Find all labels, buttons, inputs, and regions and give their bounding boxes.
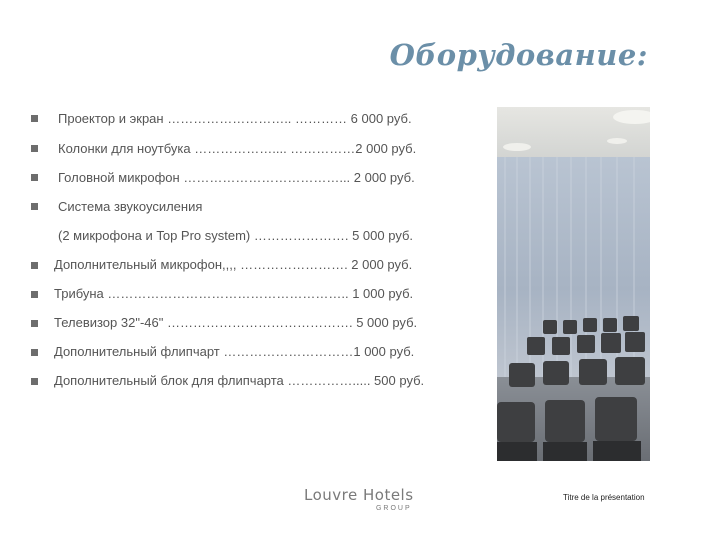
logo-sub-text: GROUP [375, 505, 412, 512]
list-item: Головной микрофон ………………………………... 2 000 руб. [58, 170, 415, 185]
bullet-icon [31, 145, 38, 152]
presentation-title-footer: Titre de la présentation [563, 493, 645, 502]
louvre-hotels-logo [304, 486, 414, 512]
list-item: Система звукоусиления [58, 199, 203, 214]
bullet-icon [31, 320, 38, 327]
bullet-icon [31, 203, 38, 210]
conference-room-photo [497, 107, 650, 461]
list-item: Колонки для ноутбука ……………….... ……………2 000 руб. [58, 141, 417, 156]
bullet-icon [31, 115, 38, 122]
logo-main-text: Louvre Hotels [304, 486, 414, 504]
list-item: Дополнительный блок для флипчарта ……………..... 500 руб. [54, 373, 425, 388]
list-item: Трибуна ……………………………………………….. 1 000 руб. [54, 286, 414, 301]
list-item: Дополнительный микрофон,,,, ……………………. 2 000 руб. [54, 257, 413, 272]
bullet-icon [31, 174, 38, 181]
bullet-icon [31, 378, 38, 385]
bullet-icon [31, 291, 38, 298]
list-item: Телевизор 32"-46" ……………………………………. 5 000 руб. [54, 315, 418, 330]
bullet-icon [31, 262, 38, 269]
bullet-icon [31, 349, 38, 356]
page-title: Оборудование: [389, 38, 648, 72]
list-item: Проектор и экран ……………………….. ………… 6 000 руб. [58, 111, 412, 126]
list-item-continuation: (2 микрофона и Top Pro system) …………………. 5 000 руб. [58, 228, 414, 243]
list-item: Дополнительный флипчарт …………………………1 000 руб. [54, 344, 415, 359]
